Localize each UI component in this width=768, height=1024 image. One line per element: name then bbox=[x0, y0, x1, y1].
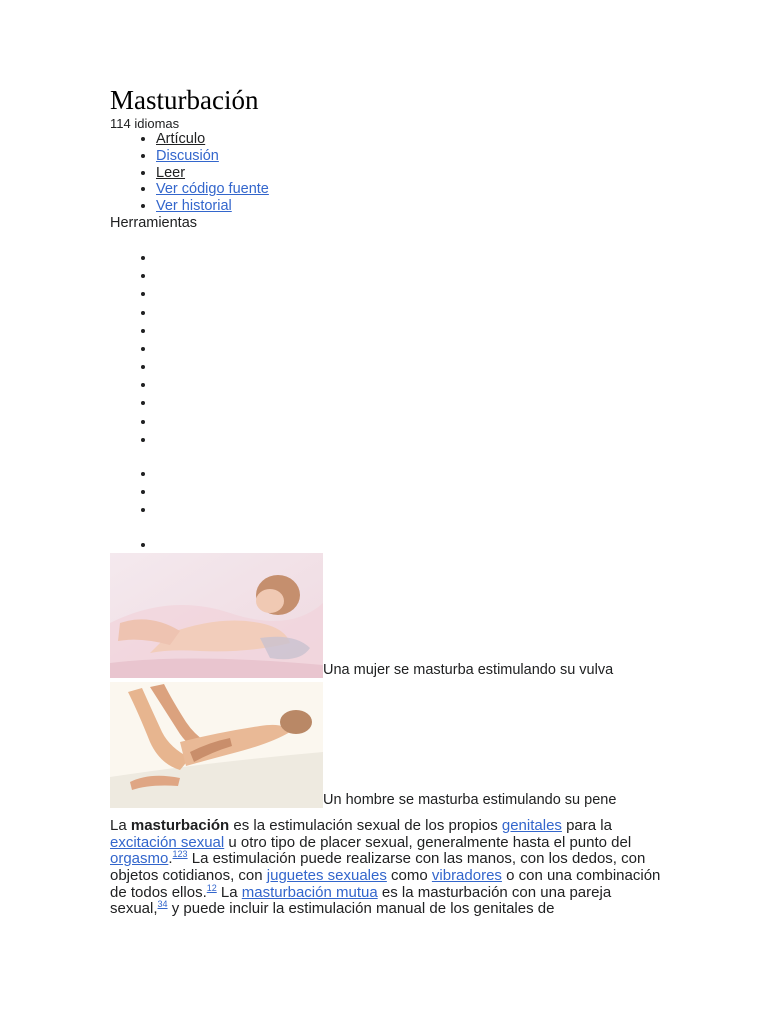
text: La bbox=[216, 883, 242, 901]
link-genitales[interactable]: genitales bbox=[501, 816, 562, 834]
figure-2-image[interactable] bbox=[110, 682, 323, 808]
link-vibradores[interactable]: vibradores bbox=[431, 866, 502, 884]
figure-1 bbox=[110, 553, 670, 678]
list-item bbox=[156, 412, 670, 430]
tab-view-source bbox=[156, 181, 670, 198]
text: La estimulación puede realizarse con las manos, con los dedos, con objetos cotidianos, con bbox=[110, 850, 646, 884]
tab-read bbox=[156, 165, 670, 182]
bold-term: masturbación bbox=[130, 816, 230, 834]
list-item bbox=[156, 284, 670, 302]
text: para la bbox=[561, 816, 612, 834]
text: es la estimulación sexual de los propios bbox=[229, 816, 502, 834]
tools-list-2 bbox=[110, 464, 670, 519]
link-excitacion-sexual[interactable]: excitación sexual bbox=[110, 833, 225, 851]
text: y puede incluir la estimulación manual de los genitales de bbox=[167, 900, 555, 918]
tab-article-link[interactable]: Artículo bbox=[156, 131, 206, 147]
tab-history-link[interactable]: Ver historial bbox=[156, 198, 232, 215]
reference-link[interactable]: 12 bbox=[206, 882, 217, 893]
tools-list-3 bbox=[110, 535, 670, 553]
list-item bbox=[156, 464, 670, 482]
list-item bbox=[156, 339, 670, 357]
tools-list-1 bbox=[110, 248, 670, 448]
tab-read-link[interactable]: Leer bbox=[156, 164, 186, 181]
tab-history bbox=[156, 198, 670, 215]
tab-view-source-link[interactable]: Ver código fuente bbox=[156, 181, 269, 198]
list-item bbox=[156, 535, 670, 553]
list-item bbox=[156, 357, 670, 375]
text: u otro tipo de placer sexual, generalmente hasta el punto del bbox=[224, 833, 632, 851]
text: o con una combinación de todos ellos. bbox=[110, 866, 661, 901]
figure-1-caption: Una mujer se masturba estimulando su vulva bbox=[323, 661, 614, 678]
text: como bbox=[386, 866, 432, 884]
article-content bbox=[110, 84, 670, 918]
figure-1-image[interactable] bbox=[110, 553, 323, 678]
list-item bbox=[156, 393, 670, 411]
link-masturbacion-mutua[interactable]: masturbación mutua bbox=[241, 883, 378, 901]
reference-link[interactable]: 123 bbox=[172, 849, 188, 860]
tab-discussion bbox=[156, 148, 670, 165]
tools-menu[interactable]: Herramientas bbox=[110, 214, 198, 231]
figure-2-caption: Un hombre se masturba estimulando su pene bbox=[323, 791, 617, 808]
page-title: Masturbación bbox=[110, 85, 259, 115]
tab-discussion-link[interactable]: Discusión bbox=[156, 147, 219, 164]
list-item bbox=[156, 321, 670, 339]
link-juguetes-sexuales[interactable]: juguetes sexuales bbox=[266, 866, 387, 884]
languages-button[interactable]: 114 idiomas bbox=[110, 116, 180, 131]
page-tabs bbox=[110, 131, 670, 215]
figure-2 bbox=[110, 682, 670, 808]
list-item bbox=[156, 266, 670, 284]
text: es la masturbación con una pareja sexual, bbox=[110, 883, 612, 918]
list-item bbox=[156, 482, 670, 500]
list-item bbox=[156, 430, 670, 448]
text: La bbox=[110, 816, 131, 834]
list-item bbox=[156, 375, 670, 393]
list-item bbox=[156, 248, 670, 266]
text: . bbox=[168, 850, 173, 868]
list-item bbox=[156, 303, 670, 321]
link-orgasmo[interactable]: orgasmo bbox=[110, 850, 169, 868]
list-item bbox=[156, 500, 670, 518]
intro-paragraph bbox=[110, 818, 662, 918]
tab-article bbox=[156, 131, 670, 148]
reference-link[interactable]: 34 bbox=[157, 899, 168, 910]
